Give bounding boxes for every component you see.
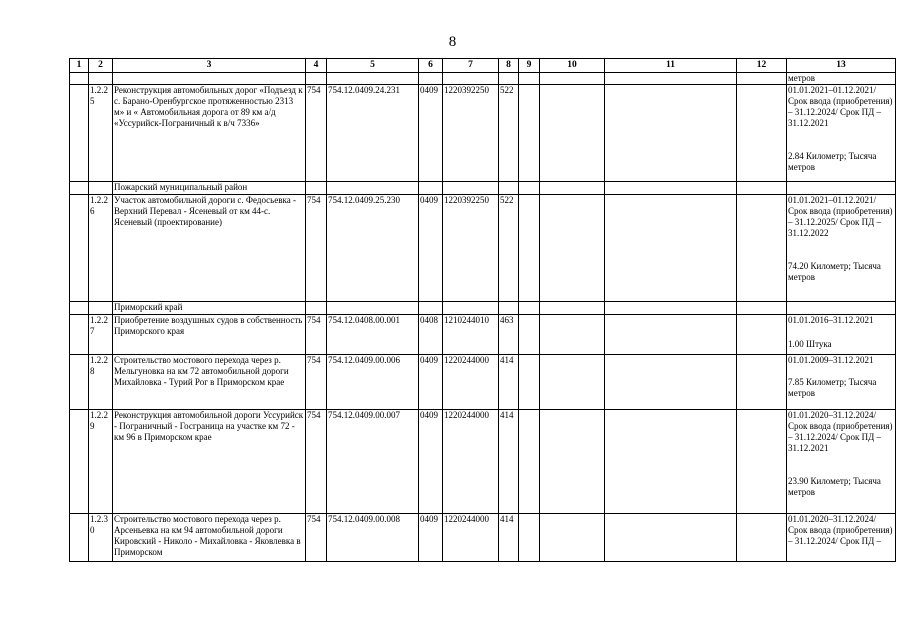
cell-col7: 1210244010 xyxy=(443,315,499,355)
cell-number: 1.2.29 xyxy=(89,410,113,514)
cell-number: 1.2.26 xyxy=(89,195,113,302)
cell-col6: 0408 xyxy=(419,315,443,355)
cell-col5: 754.12.0408.00.001 xyxy=(327,315,419,355)
cell-col5: 754.12.0409.00.008 xyxy=(327,514,419,562)
header-row xyxy=(70,59,896,73)
col-header: 12 xyxy=(737,59,787,73)
cell-col4: 754 xyxy=(306,85,327,182)
section-row xyxy=(70,182,896,195)
cell-col4: 754 xyxy=(306,410,327,514)
cell-col6: 0409 xyxy=(419,410,443,514)
cell-col6: 0409 xyxy=(419,195,443,302)
cell-col4: 754 xyxy=(306,355,327,410)
cell-dates: 01.01.2021–01.12.2021/ Срок ввода (приобретения) – 31.12.2024/ Срок ПД – 31.12.2021 xyxy=(788,85,893,128)
cell-name: Строительство мостового перехода через р. Мельгуновка на км 72 автомобильной дороги Михайловка - Турий Рог в Приморском крае xyxy=(113,355,306,410)
cell-unit: 2.84 Километр; Тысяча метров xyxy=(788,151,877,172)
cell-col6: 0409 xyxy=(419,514,443,562)
cell-number: 1.2.30 xyxy=(89,514,113,562)
cell-col7: 1220244000 xyxy=(443,355,499,410)
cell-unit: 7.85 Километр; Тысяча метров xyxy=(788,377,877,398)
cell-col4: 754 xyxy=(306,514,327,562)
cell-name: Участок автомобильной дороги с. Федосьевка - Верхний Перевал - Ясеневый от км 44-с. Ясеневый (проектирование) xyxy=(113,195,306,302)
cell-col8: 414 xyxy=(499,410,519,514)
page-number: 8 xyxy=(448,34,457,50)
cell-col5: 754.12.0409.00.006 xyxy=(327,355,419,410)
cell-dates: 01.01.2009–31.12.2021 xyxy=(788,355,874,365)
cell-col8: 522 xyxy=(499,85,519,182)
cell-col4: 754 xyxy=(306,315,327,355)
cell-name: Реконструкция автомобильной дороги Уссурийск - Пограничный - Госграница на участке км 72 - км 96 в Приморском крае xyxy=(113,410,306,514)
col-header: 3 xyxy=(113,59,306,73)
col-header: 11 xyxy=(605,59,737,73)
cell-col13: метров xyxy=(787,73,896,85)
cell-col4: 754 xyxy=(306,195,327,302)
cell-col6: 0409 xyxy=(419,85,443,182)
col-header: 4 xyxy=(306,59,327,73)
cell-name: Реконструкция автомобильных дорог «Подъезд к с. Барано-Оренбургское протяженностью 2313 м» и « Автомобильная дорога от 89 км а/д «Уссурийск-Пограничный к в/ч 7336» xyxy=(113,85,306,182)
col-header: 1 xyxy=(70,59,89,73)
cell-col5: 754.12.0409.25.230 xyxy=(327,195,419,302)
cell-col7: 1220244000 xyxy=(443,410,499,514)
cell-col7: 1220392250 xyxy=(443,195,499,302)
continuation-row xyxy=(70,73,896,85)
col-header: 5 xyxy=(327,59,419,73)
table-row xyxy=(70,514,896,562)
cell-col8: 414 xyxy=(499,514,519,562)
col-header: 13 xyxy=(787,59,896,73)
col-header: 7 xyxy=(443,59,499,73)
table-row xyxy=(70,195,896,302)
col-header: 9 xyxy=(519,59,540,73)
col-header: 6 xyxy=(419,59,443,73)
cell-unit: 23.90 Километр; Тысяча метров xyxy=(788,476,881,497)
cell-dates: 01.01.2016–31.12.2021 xyxy=(788,315,874,325)
cell-dates: 01.01.2020–31.12.2024/ Срок ввода (приобретения) – 31.12.2024/ Срок ПД – xyxy=(788,514,893,546)
cell-col8: 463 xyxy=(499,315,519,355)
cell-dates: 01.01.2020–31.12.2024/ Срок ввода (приобретения) – 31.12.2024/ Срок ПД – 31.12.2021 xyxy=(788,410,893,453)
cell-col8: 414 xyxy=(499,355,519,410)
table-row xyxy=(70,355,896,410)
cell-unit: 1.00 Штука xyxy=(788,339,832,349)
cell-col5: 754.12.0409.00.007 xyxy=(327,410,419,514)
cell-unit: 74.20 Километр; Тысяча метров xyxy=(788,261,881,282)
cell-col6: 0409 xyxy=(419,355,443,410)
col-header: 8 xyxy=(499,59,519,73)
col-header: 2 xyxy=(89,59,113,73)
section-title: Пожарский муниципальный район xyxy=(113,182,306,195)
cell-number: 1.2.25 xyxy=(89,85,113,182)
cell-dates: 01.01.2021–01.12.2021/ Срок ввода (приобретения) – 31.12.2025/ Срок ПД – 31.12.2022 xyxy=(788,195,893,238)
table-row xyxy=(70,315,896,355)
cell-col8: 522 xyxy=(499,195,519,302)
cell-name: Приобретение воздушных судов в собственность Приморского края xyxy=(113,315,306,355)
cell-col7: 1220392250 xyxy=(443,85,499,182)
cell-col5: 754.12.0409.24.231 xyxy=(327,85,419,182)
table-row xyxy=(70,410,896,514)
col-header: 10 xyxy=(540,59,605,73)
cell-number: 1.2.28 xyxy=(89,355,113,410)
section-title: Приморский край xyxy=(113,302,306,315)
section-row xyxy=(70,302,896,315)
cell-number: 1.2.27 xyxy=(89,315,113,355)
cell-col7: 1220244000 xyxy=(443,514,499,562)
table-row xyxy=(70,85,896,182)
cell-name: Строительство мостового перехода через р. Арсеньевка на км 94 автомобильной дороги Кировский - Николо - Михайловка - Яковлевка в Приморском xyxy=(113,514,306,562)
budget-table xyxy=(69,58,896,562)
